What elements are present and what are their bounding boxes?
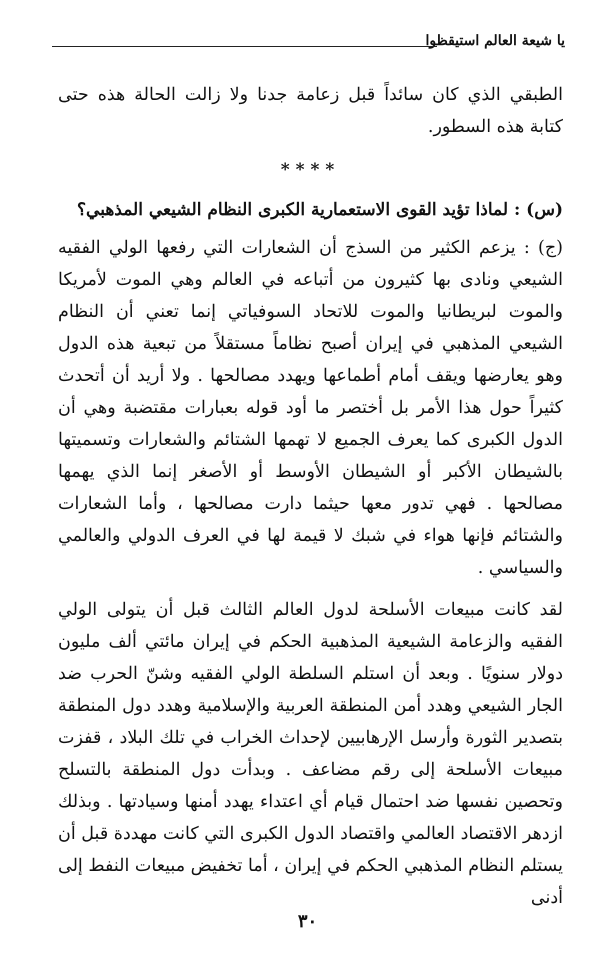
running-title: يا شيعة العالم استيقظوا (425, 33, 565, 49)
paragraph-arms-sales: لقد كانت مبيعات الأسلحة لدول العالم الثالث قبل أن يتولى الولي الفقيه والزعامة الشيعية المذهبية الحكم في إيران مائتي ألف مليون دولار سنويًا . وبعد أن استلم السلطة الولي الفقيه وشنّ الحرب ضد الجار الشيعي وهدد أمن المنطقة العربية والإسلامية وهدد دول المنطقة بتصدير الثورة وأرسل الإرهابيين لإحداث الخراب في تلك البلاد ، قفزت مبيعات الأسلحة إلى رقم مضاعف . وبدأت دول المنطقة بالتسلح وتحصين نفسها ضد احتمال قيام أي اعتداء يهدد أمنها وسيادتها . وبذلك ازدهر الاقتصاد العالمي واقتصاد الدول الكبرى التي كانت مهددة قبل أن يستلم النظام المذهبي الحكم في إيران ، أما تخفيض مبيعات النفط إلى أدنى (58, 600, 563, 908)
question-heading: (س) : لماذا تؤيد القوى الاستعمارية الكبرى النظام الشيعي المذهبي؟ (77, 200, 563, 220)
page-number: ٣٠ (297, 911, 318, 932)
header-rule (52, 46, 437, 47)
paragraph-intro: الطبقي الذي كان سائداً قبل زعامة جدنا ولا زالت الحالة هذه حتى كتابة هذه السطور. (58, 85, 563, 137)
page-header (52, 12, 565, 56)
paragraph-answer: (ج) : يزعم الكثير من السذج أن الشعارات التي رفعها الولي الفقيه الشيعي ونادى بها كثيرون من أتباعه في العالم وهي الموت لأمريكا والموت لبريطانيا والموت للاتحاد السوفياتي إنما تعني أن النظام الشيعي المذهبي في إيران أصبح نظاماً مستقلاً من تبعية هذه الدول وهو يعارضها ويقف أمام أطماعها ويهدد مصالحها . ولا أريد أن أتحدث كثيراً حول هذا الأمر بل أختصر ما أود قوله بعبارات مقتضبة وهي أن الدول الكبرى كما يعرف الجميع لا تهمها الشتائم والشعارات وتسميتها بالشيطان الأكبر أو الشيطان الأوسط أو الأصغر إنما الذي يهمها مصالحها . فهي تدور معها حيثما دارت مصالحها ، وأما الشعارات والشتائم فإنها هواء في شبك لا قيمة لها في العرف الدولي والعالمي والسياسي . (58, 238, 563, 578)
section-separator: **** (280, 160, 341, 180)
body-text (58, 79, 563, 914)
